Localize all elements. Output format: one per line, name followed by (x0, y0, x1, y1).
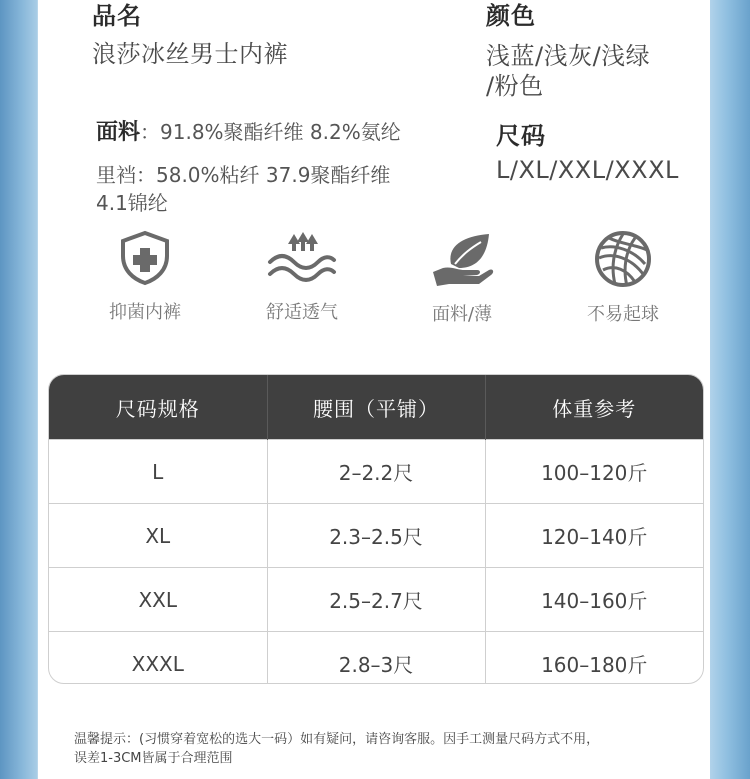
feature-anti-pilling (553, 230, 693, 326)
waist-cell: 2–2.2尺 (267, 440, 485, 504)
waist-cell: 2.3–2.5尺 (267, 504, 485, 568)
feature-breathable (232, 230, 372, 324)
waist-cell: 2.5–2.7尺 (267, 568, 485, 632)
size-label: 尺码 (496, 122, 546, 150)
column-header-waist: 腰围（平铺） (267, 375, 485, 440)
footnote (74, 730, 694, 768)
color-label: 颜色 (486, 2, 536, 30)
feature-label: 舒适透气 (266, 302, 338, 323)
weight-cell: 160–180斤 (485, 632, 703, 685)
lining-line2: 4.1锦纶 (96, 191, 168, 215)
table-row (49, 632, 703, 685)
size-value: L/XL/XXL/XXXL (496, 156, 679, 184)
table-row (49, 568, 703, 632)
hand-leaf-icon (429, 230, 495, 288)
product-name-label: 品名 (92, 2, 142, 30)
color-value-line2: /粉色 (486, 72, 544, 100)
wave-breathable-icon (264, 230, 340, 286)
feature-fabric (392, 230, 532, 326)
weight-cell: 140–160斤 (485, 568, 703, 632)
table-header-row (49, 375, 703, 440)
lining-line1: 里裆：58.0%粘纤 37.9聚酯纤维 (96, 163, 391, 187)
feature-antibacterial (75, 230, 215, 324)
size-cell: L (49, 440, 267, 504)
table-row (49, 504, 703, 568)
column-header-weight: 体重参考 (485, 375, 703, 440)
yarn-ball-icon (593, 230, 653, 288)
weight-cell: 120–140斤 (485, 504, 703, 568)
waist-cell: 2.8–3尺 (267, 632, 485, 685)
size-cell: XXXL (49, 632, 267, 685)
size-cell: XXL (49, 568, 267, 632)
column-header-size: 尺码规格 (49, 375, 267, 440)
feature-label: 抑菌内裤 (109, 302, 181, 323)
color-value-line1: 浅蓝/浅灰/浅绿 (486, 42, 651, 70)
table-row (49, 440, 703, 504)
fabric-value: ：91.8%聚酯纤维 8.2%氨纶 (140, 120, 401, 144)
footnote-line1: 温馨提示：(习惯穿着宽松的选大一码）如有疑问，请咨询客服。因手工测量尺码方式不用， (74, 732, 600, 747)
feature-label: 不易起球 (587, 304, 659, 325)
shield-plus-icon (118, 230, 172, 286)
product-name-value: 浪莎冰丝男士内裤 (92, 40, 288, 68)
feature-label: 面料/薄 (431, 304, 493, 325)
size-cell: XL (49, 504, 267, 568)
footnote-line2: 误差1-3CM皆属于合理范围 (74, 751, 233, 766)
fabric-info (96, 117, 401, 148)
size-chart-table (48, 374, 704, 684)
fabric-label: 面料 (96, 120, 141, 145)
weight-cell: 100–120斤 (485, 440, 703, 504)
